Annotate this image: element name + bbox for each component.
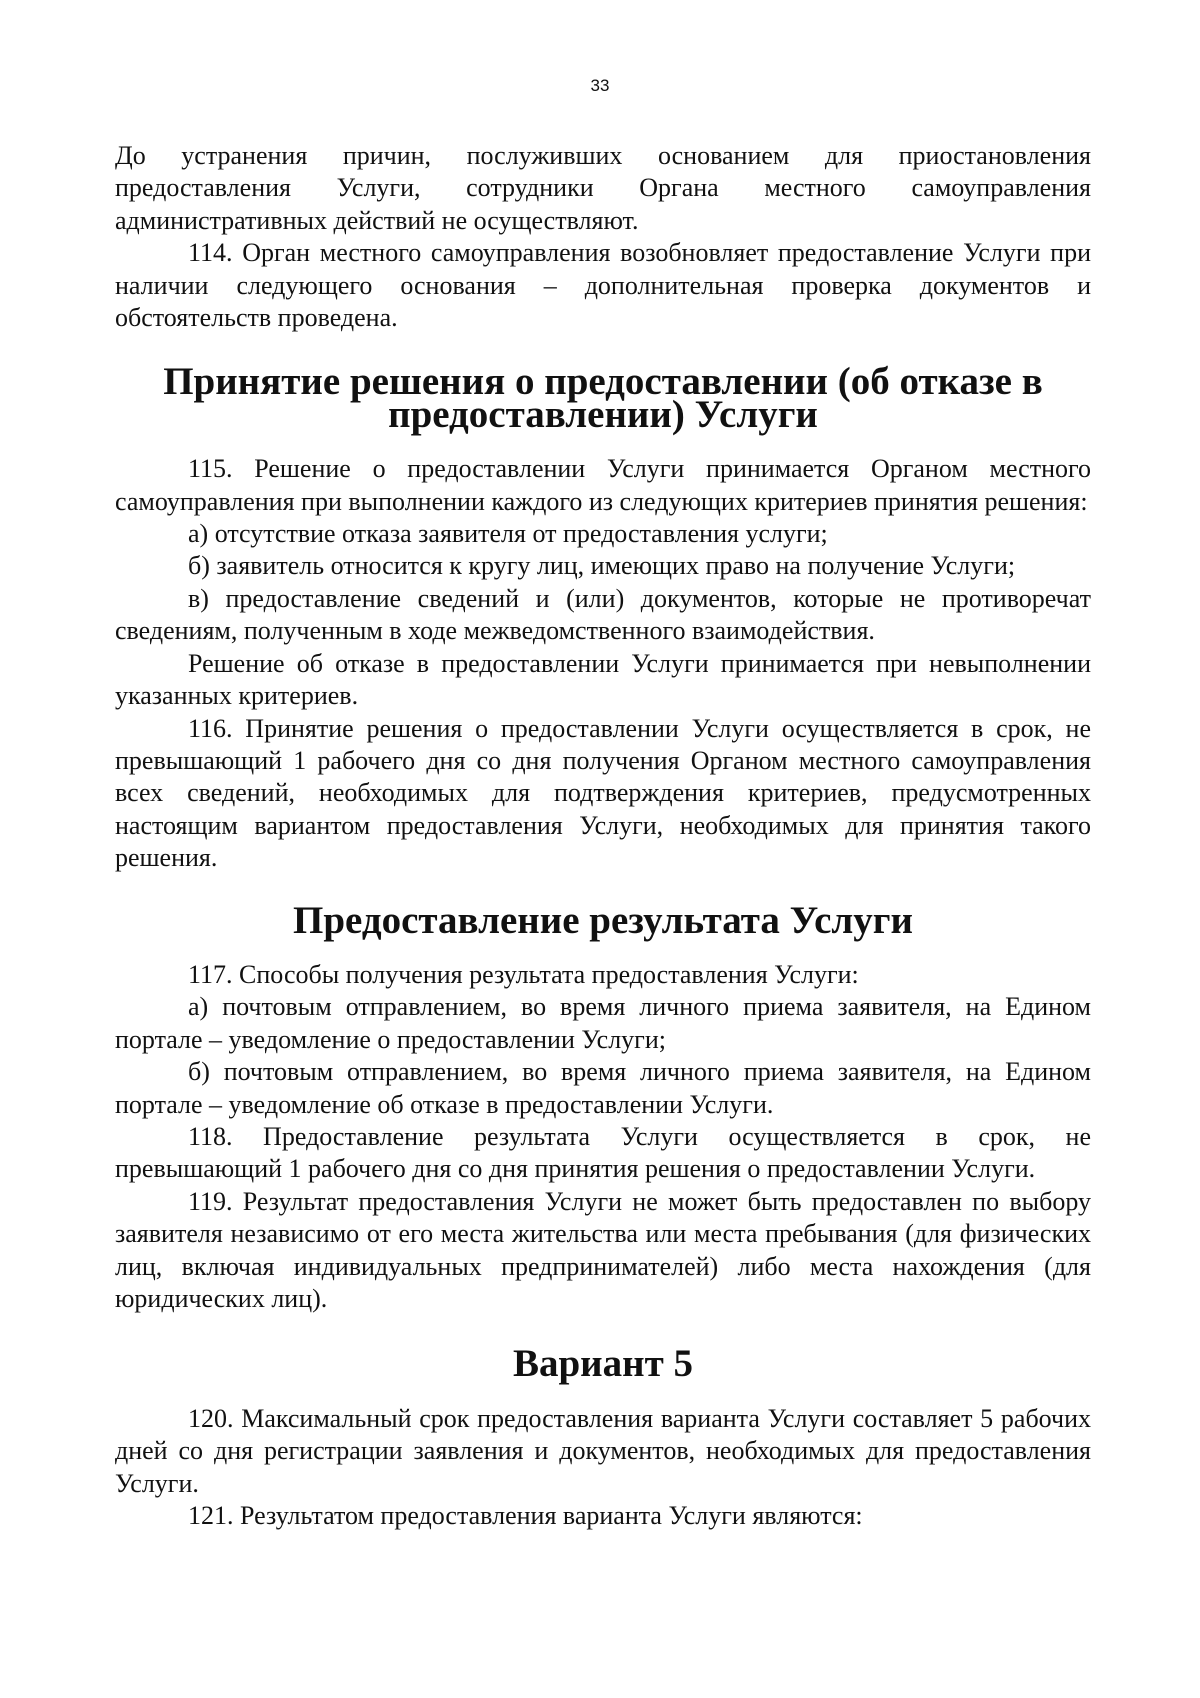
paragraph-refusal-decision: Решение об отказе в предоставлении Услуги принимается при невыполнении указанных критериев. <box>115 648 1091 711</box>
paragraph-114: 114. Орган местного самоуправления возобновляет предоставление Услуги при наличии следующего основания – дополнительная проверка документов и обстоятельств проведена. <box>115 238 1091 333</box>
paragraph-115-v: в) предоставление сведений и (или) документов, которые не противоречат сведениям, полученным в ходе межведомственного взаимодействия. <box>115 583 1091 646</box>
paragraph-suspension-continuation: До устранения причин, послуживших основанием для приостановления предоставления Услуги, сотрудники Органа местного самоуправления административных действий не осуществляют. <box>115 141 1091 235</box>
section-heading-decision: Принятие решения о предоставлении (об отказе в предоставлении) Услуги <box>163 360 1043 436</box>
paragraph-115-b: б) заявитель относится к кругу лиц, имеющих право на получение Услуги; <box>188 551 1016 581</box>
paragraph-117-a: а) почтовым отправлением, во время личного приема заявителя, на Едином портале – уведомление о предоставлении Услуги; <box>115 992 1091 1054</box>
paragraph-120: 120. Максимальный срок предоставления варианта Услуги составляет 5 рабочих дней со дня регистрации заявления и документов, необходимых для предоставления Услуги. <box>115 1403 1091 1498</box>
section-heading-result: Предоставление результата Услуги <box>293 898 913 942</box>
paragraph-117: 117. Способы получения результата предоставления Услуги: <box>188 959 859 989</box>
paragraph-121: 121. Результатом предоставления варианта Услуги являются: <box>188 1501 863 1531</box>
paragraph-116: 116. Принятие решения о предоставлении Услуги осуществляется в срок, не превышающий 1 рабочего дня со дня получения Органом местного самоуправления всех сведений, необходимых для подтверждения критериев, предусмотренных настоящим вариантом предоставления Услуги, необходимых для принятия такого решения. <box>115 713 1091 873</box>
paragraph-115-a: а) отсутствие отказа заявителя от предоставления услуги; <box>188 519 828 549</box>
document-body <box>115 140 1091 1532</box>
section-heading-variant-5: Вариант 5 <box>512 1342 694 1386</box>
paragraph-115: 115. Решение о предоставлении Услуги принимается Органом местного самоуправления при выполнении каждого из следующих критериев принятия решения: <box>115 454 1091 516</box>
paragraph-118: 118. Предоставление результата Услуги осуществляется в срок, не превышающий 1 рабочего дня со дня принятия решения о предоставлении Услуги. <box>115 1121 1091 1184</box>
page-number: 33 <box>590 76 610 95</box>
paragraph-117-b: б) почтовым отправлением, во время личного приема заявителя, на Едином портале – уведомление об отказе в предоставлении Услуги. <box>115 1057 1091 1119</box>
paragraph-119: 119. Результат предоставления Услуги не может быть предоставлен по выбору заявителя независимо от его места жительства или места пребывания (для физических лиц, включая индивидуальных предпринимателей) либо места нахождения (для юридических лиц). <box>115 1186 1091 1313</box>
